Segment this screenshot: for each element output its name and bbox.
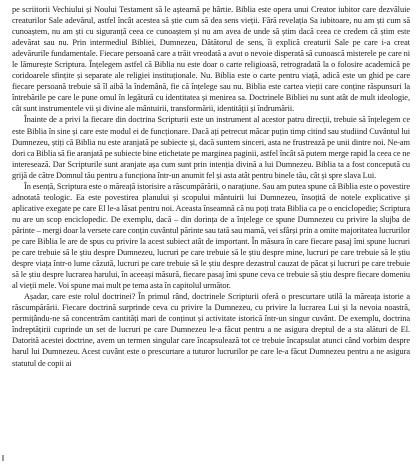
paragraph: În esență, Scriptura este o măreață istorisire a răscumpărării, o narațiune. Sau am putea spune că Biblia este o povestire adnotată teologic. Ea este povestirea planului și scopului mântuirii lui Dumnezeu, însoțită de notele explicative și aplicative exegate pe care El le-a lăsat pentru noi. Aceasta înseamnă că nu poți trata Biblia ca pe o enciclopedie; Scriptura nu are un scop enciclopedic. De exemplu, dacă – din dorința de a înțelege ce spune Dumnezeu cu privire la slujba de părinte – mergi doar la versete care conțin cuvântul părinte sau tată sau mamă, vei sfârși prin a omite majoritatea lucrurilor pe care Biblia le are de spus cu privire la acest subiect atât de important. În măsura în care fiecare pasaj îmi spune lucruri pe care trebuie să le știu despre Dumnezeu, lucruri pe care trebuie să le știu despre mine, lucruri pe care trebuie să le știu despre viața într-o lume căzută, lucruri pe care trebuie să le știu despre dezastrul cauzat de păcat și lucruri pe care trebuie să le știu despre lucrarea harului, în aceeași măsură, fiecare pasaj îmi spune ceva ce trebuie să știu despre fiecare domeniu al vieții mele. Voi spune mai mult pe tema asta în capitolul următor.: [12, 181, 410, 291]
paragraph: pe scriitorii Vechiului și Noului Testament să le aștearnă pe hârtie. Biblia este opera unui Creator iubitor care dezvăluie creaturilor Sale adevărul, astfel încât acestea să știe cum să dea sens vieții. Fără revelația Sa iubitoare, nu am ști cum să cunoaștem, nu am ști cu siguranță ceea ce cunoaștem și nu am avea de unde să știm dacă ceea ce credem că știm este adevărat sau nu. Prin intermediul Bibliei, Dumnezeu, Dătătorul de sens, îi explică creaturii Sale pe care i-a creat adevărurile fundamentale. Fiecare persoană care a trăit vreodată a avut o nevoie disperată să cunoască misterele pe care ni le lămurește Scriptura. Înțelegem astfel că Biblia nu este doar o carte religioasă, retrogradată la o folosire academică pe coridoarele sfințite și separate ale religiei instituționale. Nu. Biblia este o carte pentru viață, adică este un ghid pe care fiecare persoană trebuie să îl aibă la îndemână, fie că înțelege sau nu. Biblia este cartea vieții care conține răspunsuri la întrebările pe care le pune omul în legătură cu identitatea și menirea sa. Doctrinele Bibliei nu sunt atât de mult ideologie, cât sunt instrumentele vii și divine ale mântuirii, transformării, identității și îndrumării.: [12, 5, 410, 114]
paragraph: Așadar, care este rolul doctrinei? În primul rând, doctrinele Scripturii oferă o prescurtare utilă la măreața istorie a răscumpărării. Fiecare doctrină surprinde ceva cu privire la Dumnezeu, cu privire la lucrarea Lui și la nevoia noastră, permițându-ne să concentrăm cantități mari de conținut și activitate istorică într-un singur cuvânt. De exemplu, doctrina îndreptățirii cuprinde un set de lucruri pe care Dumnezeu le-a făcut pentru a ne asigura dreptul de a sta alături de El. Datorită acestei doctrine, avem un termen singular care încapsulează tot ce trebuie încapsulat atunci când vorbim despre harul lui Dumnezeu. Acest cuvânt este o prescurtare a tuturor lucrurilor pe care le-a făcut Dumnezeu pentru a ne asigura statutul de copii ai: [12, 292, 410, 368]
document-page: [12, 4, 410, 369]
paragraph: Înainte de a privi la fiecare din doctrina Scripturii este un instrument al acestor patru direcții, trebuie să înțelegem ce este Biblia în sine și care este modul ei de funcționare. Dacă ați petrecut măcar puțin timp citind sau studiind Cuvântul lui Dumnezeu, știți că Biblia nu este aranjată pe subiecte și, dacă suntem sinceri, asta ne frustrează pe unii dintre noi. Ne-am dori ca Biblia să fie aranjată pe subiecte bine etichetate pe marginea paginii, astfel încât să putem merge rapid la ceea ce ne interesează. Dar Scripturile sunt aranjate așa cum sunt prin intenția divină a lui Dumnezeu. Biblia ta a fost concepută cu grijă de către Domnul tău pentru a funcționa într-un anumit fel și asta atât pentru binele tău, cât și spre slava Lui.: [12, 115, 410, 180]
page-edge-mark: [2, 455, 4, 461]
